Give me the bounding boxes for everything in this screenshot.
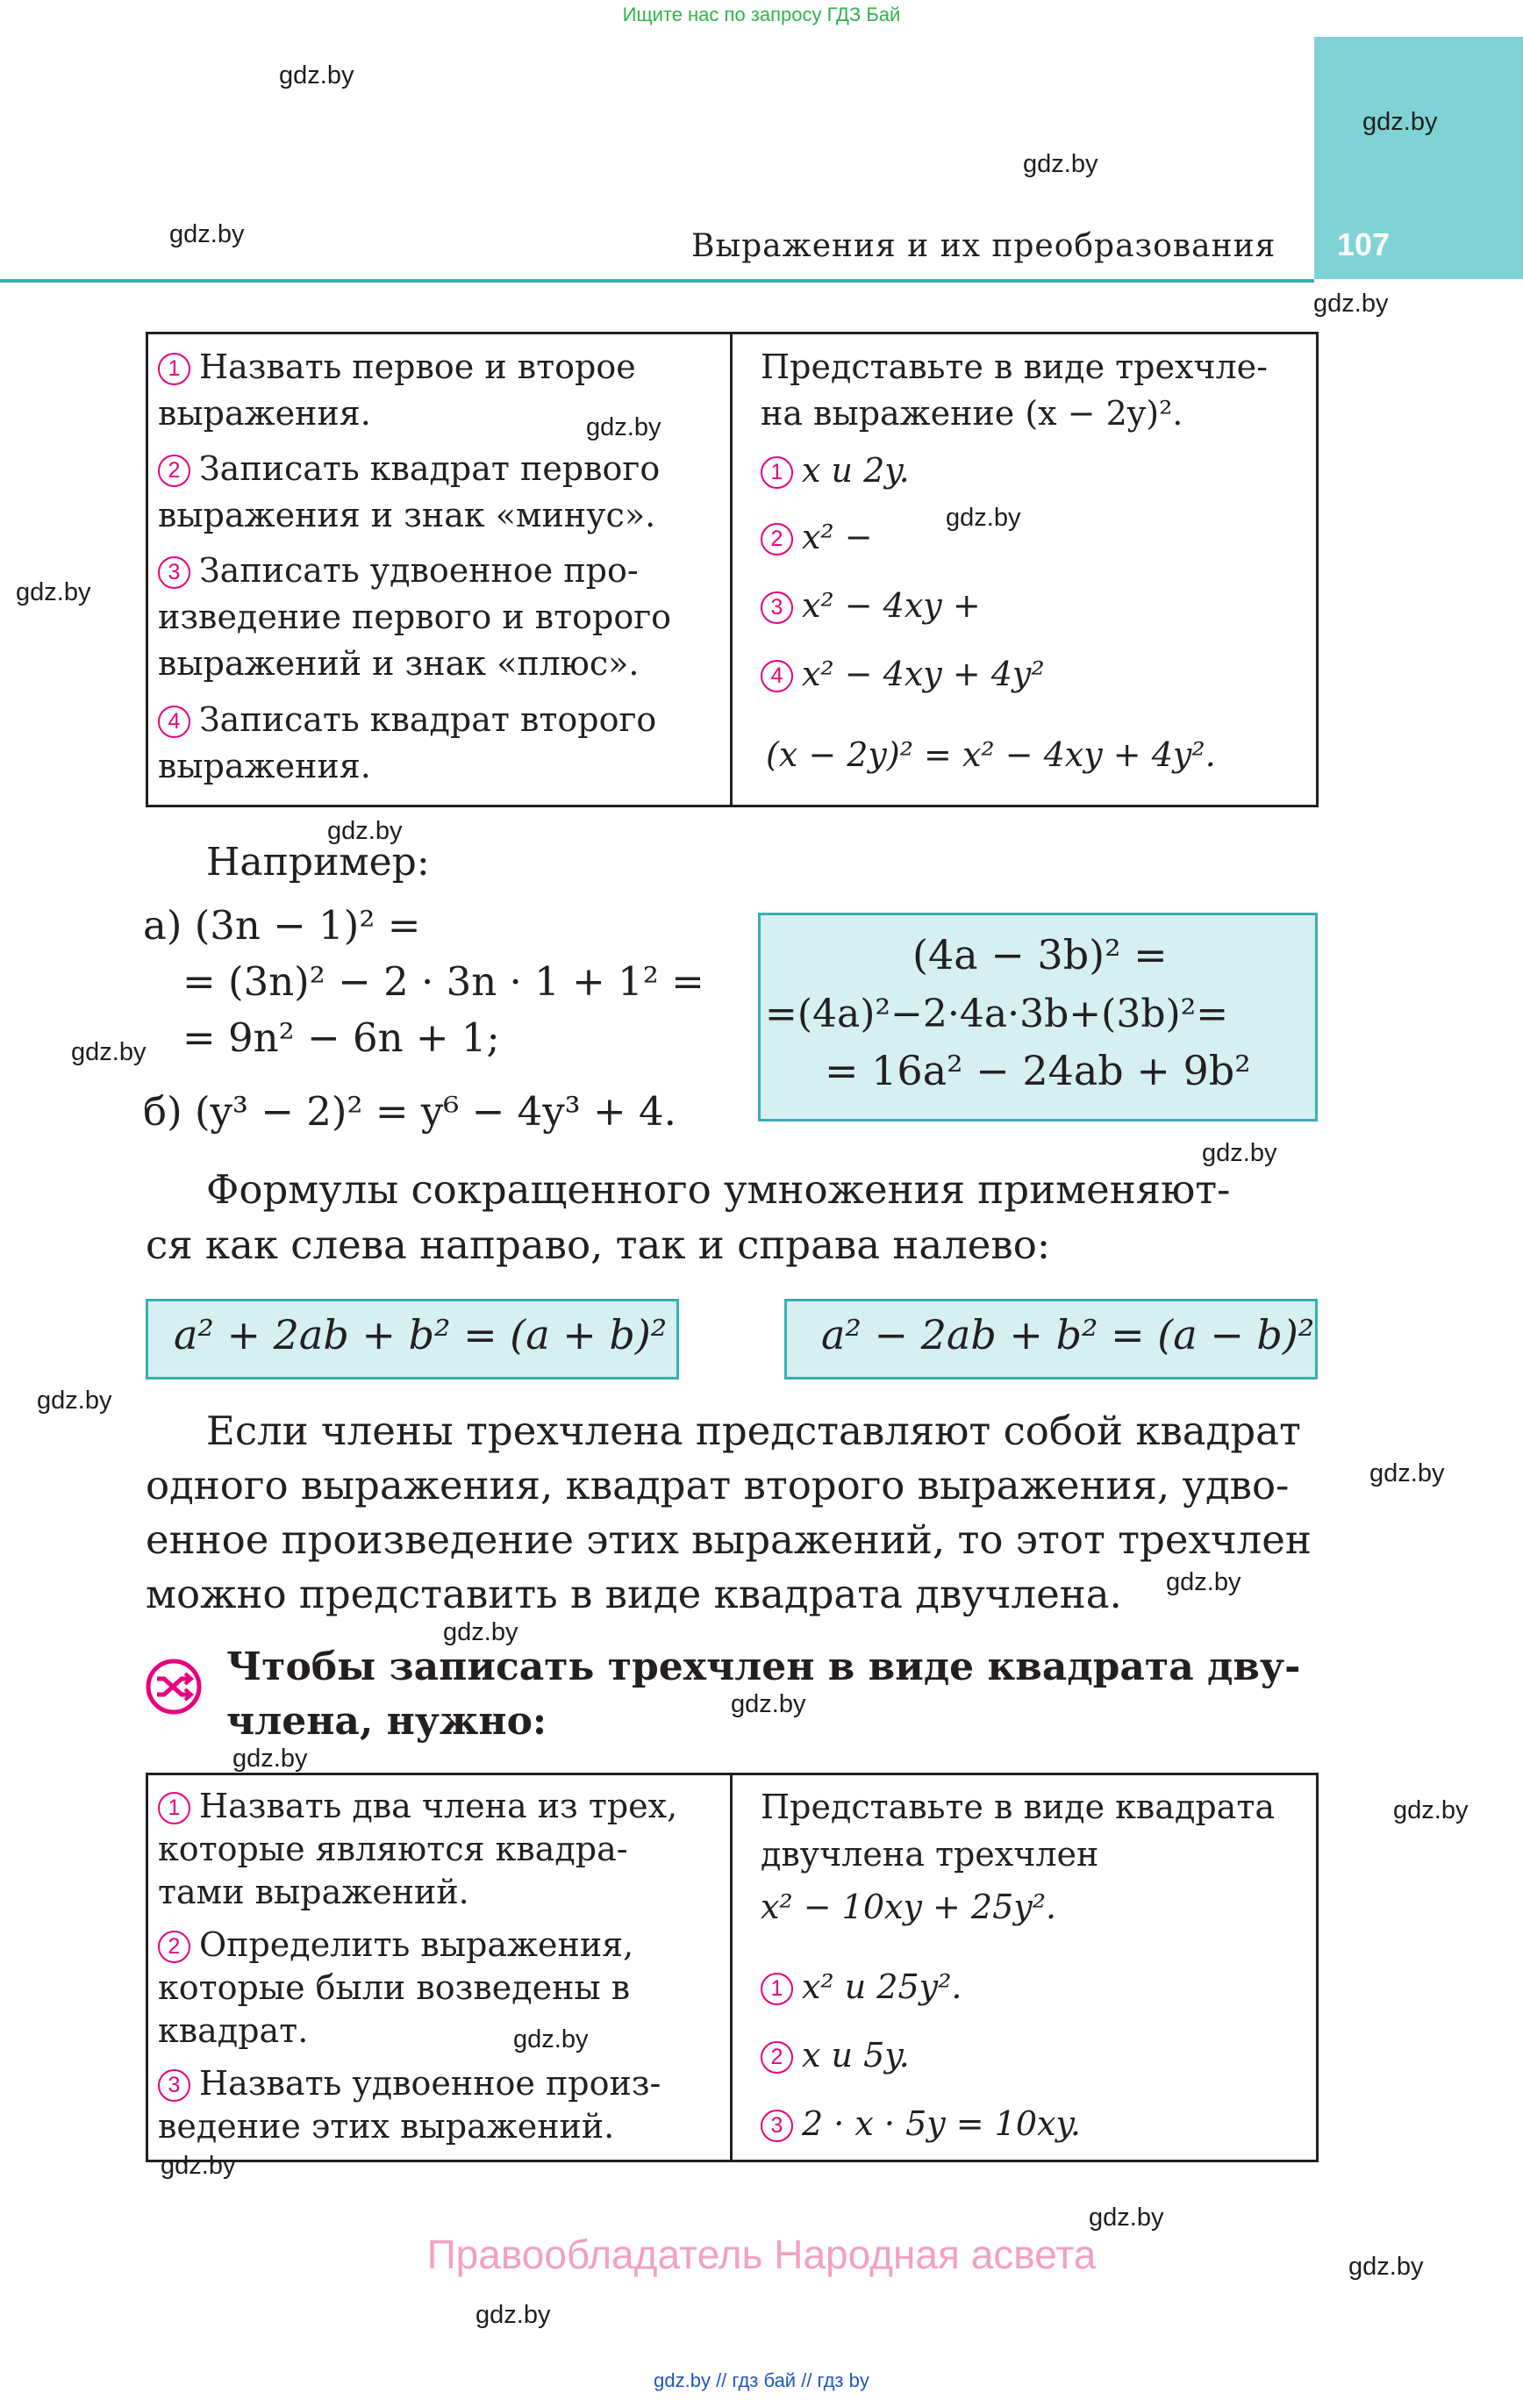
watermark[interactable]: gdz.by [1362, 108, 1438, 136]
chapter-title: Выражения и их преобразования [691, 228, 1276, 264]
step-4-text: 4 Записать квадрат второго выражения. [158, 700, 657, 785]
step-number: 2 [761, 2041, 793, 2074]
watermark[interactable]: gdz.by [16, 578, 91, 606]
step-number: 3 [158, 2069, 190, 2102]
watermark[interactable]: gdz.by [946, 504, 1021, 532]
watermark[interactable]: gdz.by [443, 1618, 518, 1646]
t2-answer-step-1: 1 x² и 25y². [761, 1964, 962, 2010]
watermark[interactable]: gdz.by [327, 817, 403, 845]
step-number: 1 [158, 353, 190, 385]
watermark[interactable]: gdz.by [586, 413, 661, 441]
step-number: 3 [761, 2110, 793, 2142]
answer-step-4: 4 x² − 4xy + 4y² [761, 651, 1045, 698]
result-formula: (x − 2y)² = x² − 4xy + 4y². [766, 735, 1216, 774]
watermark[interactable]: gdz.by [1202, 1139, 1277, 1167]
rule-heading-line-1: Чтобы записать трехчлен в виде квадрата дву- [226, 1645, 1301, 1689]
t2-step-2-text: 2 Определить выражения, которые были возведены в квадрат. [158, 1925, 634, 2050]
step-3-text: 3 Записать удвоенное про- изведение первого и второго выражений и знак «плюс». [158, 551, 672, 683]
paragraph-2-line-2: одного выражения, квадрат второго выражения, удво- [146, 1462, 1290, 1509]
t2-task-text: Представьте в виде квадрата двучлена трехчлен x² − 10xy + 25y². [761, 1788, 1275, 1926]
watermark[interactable]: gdz.by [1393, 1796, 1469, 1824]
answer-step-2: 2 x² − [761, 514, 873, 561]
t2-step-1-text: 1 Назвать два члена из трех, которые являются квадра- тами выражений. [158, 1787, 678, 1911]
example-label: Например: [206, 840, 430, 885]
watermark[interactable]: gdz.by [161, 2152, 236, 2180]
example-b-line: б) (y³ − 2)² = y⁶ − 4y³ + 4. [143, 1088, 676, 1135]
watermark[interactable]: gdz.by [1313, 290, 1389, 318]
top-banner[interactable]: Ищите нас по запросу ГДЗ Бай [622, 4, 901, 25]
watermark[interactable]: gdz.by [71, 1038, 147, 1066]
example-a-line-1: а) (3n − 1)² = [143, 902, 421, 949]
t2-answer-step-2: 2 x и 5y. [761, 2032, 910, 2079]
step-number: 4 [158, 706, 190, 738]
watermark[interactable]: gdz.by [1166, 1568, 1241, 1596]
step-number: 4 [761, 660, 793, 692]
paragraph-2-line-3: енное произведение этих выражений, то этот трехчлен [146, 1516, 1312, 1563]
watermark[interactable]: gdz.by [731, 1690, 806, 1718]
t2-answer-step-3: 3 2 · x · 5y = 10xy. [761, 2101, 1081, 2147]
answer-step-3: 3 x² − 4xy + [761, 583, 981, 629]
watermark[interactable]: gdz.by [232, 1745, 308, 1773]
page-number: 107 [1337, 226, 1391, 262]
example-box-line-1: (4a − 3b)² = [912, 931, 1168, 978]
watermark[interactable]: gdz.by [279, 61, 354, 90]
watermark[interactable]: gdz.by [475, 2301, 551, 2329]
watermark[interactable]: gdz.by [169, 220, 245, 248]
table-divider [730, 1773, 733, 2160]
task-text: Представьте в виде трехчле- на выражение (x − 2y)². [761, 348, 1268, 433]
rule-heading-line-2: члена, нужно: [226, 1699, 547, 1744]
watermark[interactable]: gdz.by [1023, 150, 1098, 178]
step-number: 1 [761, 1973, 793, 2005]
answer-step-1: 1 x и 2y. [761, 448, 910, 494]
paragraph-1-line-1: Формулы сокращенного умножения применяют- [206, 1166, 1231, 1213]
watermark[interactable]: gdz.by [1089, 2204, 1164, 2232]
watermark[interactable]: gdz.by [513, 2025, 589, 2053]
step-number: 1 [761, 456, 793, 489]
formula-difference: a² − 2ab + b² = (a − b)² [821, 1311, 1315, 1358]
example-a-line-3: = 9n² − 6n + 1; [182, 1014, 500, 1061]
algorithm-icon [145, 1658, 203, 1716]
table-divider [730, 332, 733, 805]
step-number: 2 [761, 523, 793, 555]
paragraph-1-line-2: ся как слева направо, так и справа налево: [146, 1222, 1051, 1268]
bottom-links[interactable]: gdz.by // гдз бай // гдз by [654, 2369, 869, 2391]
formula-sum: a² + 2ab + b² = (a + b)² [174, 1311, 668, 1358]
paragraph-2-line-4: можно представить в виде квадрата двучлена. [146, 1571, 1122, 1617]
header-rule [0, 279, 1314, 283]
step-number: 2 [158, 1931, 190, 1963]
step-number: 1 [158, 1792, 190, 1824]
watermark[interactable]: gdz.by [1348, 2253, 1424, 2281]
example-box-line-2: =(4a)²−2·4a·3b+(3b)²= [765, 992, 1229, 1036]
step-1-text: 1 Назвать первое и второе выражения. [158, 348, 636, 433]
step-number: 2 [158, 455, 190, 487]
step-2-text: 2 Записать квадрат первого выражения и знак «минус». [158, 449, 661, 534]
example-a-line-2: = (3n)² − 2 · 3n · 1 + 1² = [182, 958, 704, 1005]
copyright-notice: Правообладатель Народная асвета [426, 2232, 1097, 2277]
example-box-line-3: = 16a² − 24ab + 9b² [825, 1047, 1251, 1094]
step-number: 3 [158, 556, 190, 589]
paragraph-2-line-1: Если члены трехчлена представляют собой квадрат [206, 1408, 1301, 1454]
watermark[interactable]: gdz.by [37, 1387, 112, 1415]
watermark[interactable]: gdz.by [1369, 1459, 1445, 1487]
t2-step-3-text: 3 Назвать удвоенное произ- ведение этих выражений. [158, 2064, 661, 2146]
step-number: 3 [761, 591, 793, 624]
